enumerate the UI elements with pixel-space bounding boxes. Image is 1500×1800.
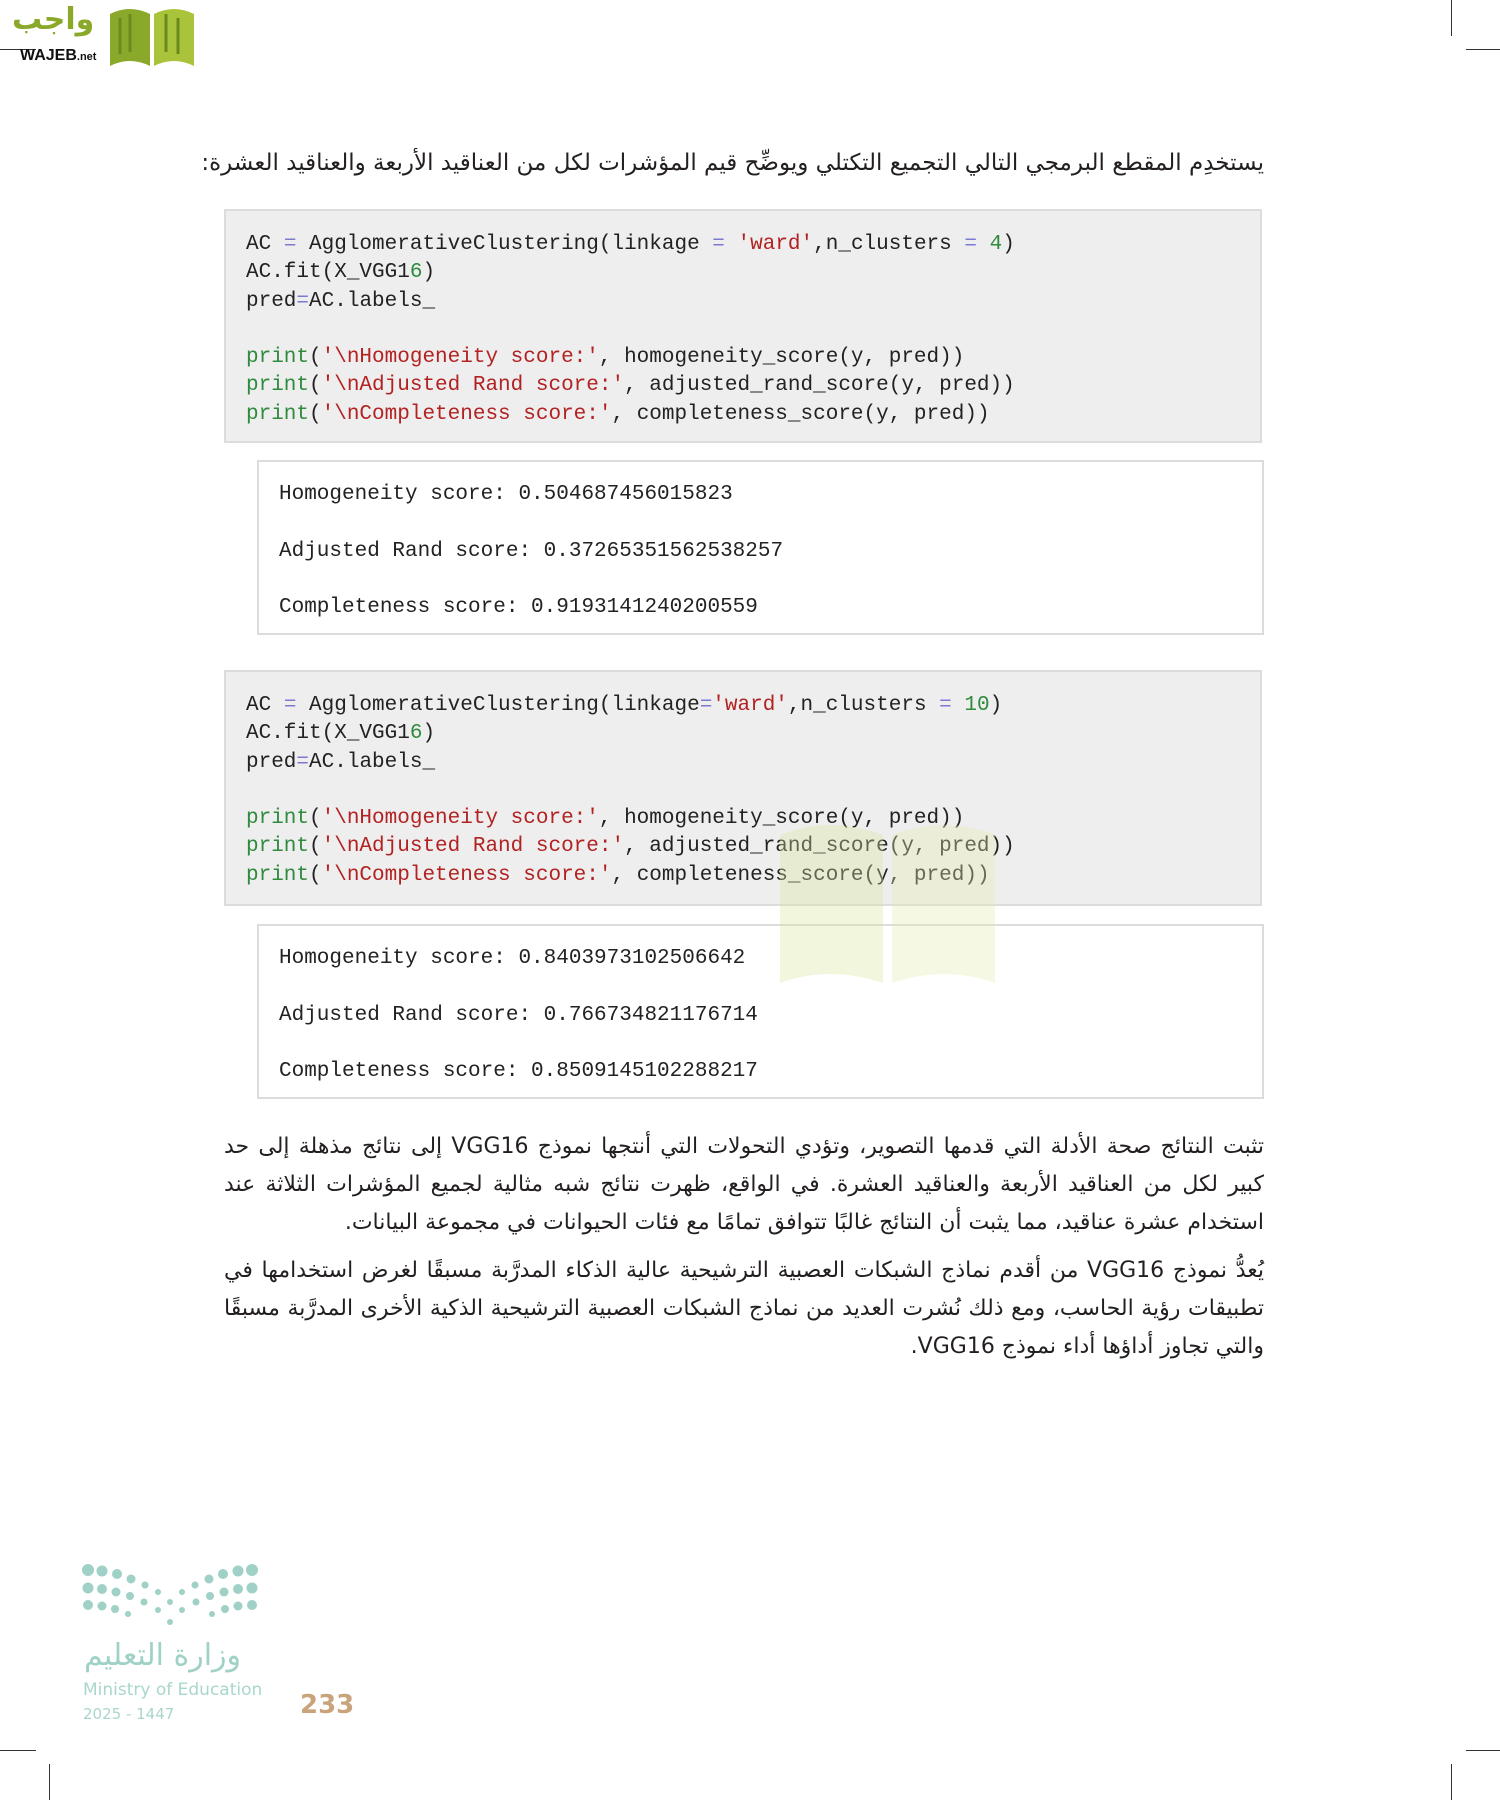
year-label: 2025 - 1447 [83,1705,175,1723]
code-line: pred=AC.labels_ [246,750,436,774]
code-line: print('\nCompleteness score:', completeness_score(y, pred)) [246,402,990,426]
paragraph-1: تثبت النتائج صحة الأدلة التي قدمها التصوير، وتؤدي التحولات التي أنتجها نموذج VGG16 إلى نتائج مذهلة إلى حد كبير لكل من العناقيد الأربعة والعناقيد العشرة. في الواقع، ظهرت نتائج شبه مثالية لجميع المؤشرات الثلاثة عند استخدام عشرة عناقيد، مما يثبت أن النتائج غالبًا تتوافق تمامًا مع فئات الحيوانات في مجموعة البيانات. [224,1134,1264,1235]
crop-mark [1451,0,1452,36]
code-line: AC = AgglomerativeClustering(linkage='ward',n_clusters = 10) [246,694,1003,717]
output-line: Homogeneity score: 0.8403973102506642 [279,947,746,970]
crop-mark [1451,1764,1452,1800]
code-line: AC = AgglomerativeClustering(linkage = 'ward',n_clusters = 4) [246,233,1015,256]
output-line: Adjusted Rand score: 0.37265351562538257 [279,539,784,563]
intro-text: يستخدِم المقطع البرمجي التالي التجميع التكتلي ويوضِّح قيم المؤشرات لكل من العناقيد الأربعة والعناقيد العشرة: [201,150,1264,176]
output-block-2 [257,924,1264,1099]
output-line: Completeness score: 0.9193141240200559 [279,596,758,620]
output-block-1 [257,460,1264,635]
crop-mark [0,1750,36,1751]
ministry-logo [80,1560,280,1730]
book-icon [106,4,198,68]
page-number: 233 [300,1690,355,1720]
code-block-2 [224,670,1262,906]
code-line: print('\nAdjusted Rand score:', adjusted_rand_score(y, pred)) [246,374,1015,398]
ministry-name-arabic: وزارة التعليم [84,1638,242,1673]
code-block-1 [224,209,1262,443]
code-line: print('\nCompleteness score:', completeness_score(y, pred)) [246,863,990,887]
code-line: AC.fit(X_VGG16) [246,261,436,285]
logo-latin: WAJEB.net [20,47,97,64]
crop-mark [1466,1750,1500,1751]
ministry-dots-icon [80,1560,270,1630]
crop-mark [1466,49,1500,50]
code-line: pred=AC.labels_ [246,289,436,313]
output-line: Adjusted Rand score: 0.766734821176714 [279,1003,758,1027]
logo-arabic: واجب [12,2,95,37]
paragraph-2: يُعدُّ نموذج VGG16 من أقدم نماذج الشبكات العصبية الترشيحية عالية الذكاء المدرَّبة مسبقًا لغرض استخدامها في تطبيقات رؤية الحاسب، ومع ذلك نُشرت العديد من نماذج الشبكات العصبية الترشيحية الذكية الأخرى المدرَّبة مسبقًا والتي تجاوز أداؤها أداء نموذج VGG16. [224,1258,1264,1359]
output-line: Completeness score: 0.8509145102288217 [279,1060,758,1084]
code-line: print('\nAdjusted Rand score:', adjusted_rand_score(y, pred)) [246,835,1015,859]
wajeb-logo[interactable] [10,4,190,68]
code-line: print('\nHomogeneity score:', homogeneity_score(y, pred)) [246,346,965,370]
crop-mark [49,1764,50,1800]
code-line: print('\nHomogeneity score:', homogeneity_score(y, pred)) [246,807,965,831]
ministry-name-english: Ministry of Education [83,1680,263,1700]
output-line: Homogeneity score: 0.504687456015823 [279,483,733,506]
code-line: AC.fit(X_VGG16) [246,722,436,746]
